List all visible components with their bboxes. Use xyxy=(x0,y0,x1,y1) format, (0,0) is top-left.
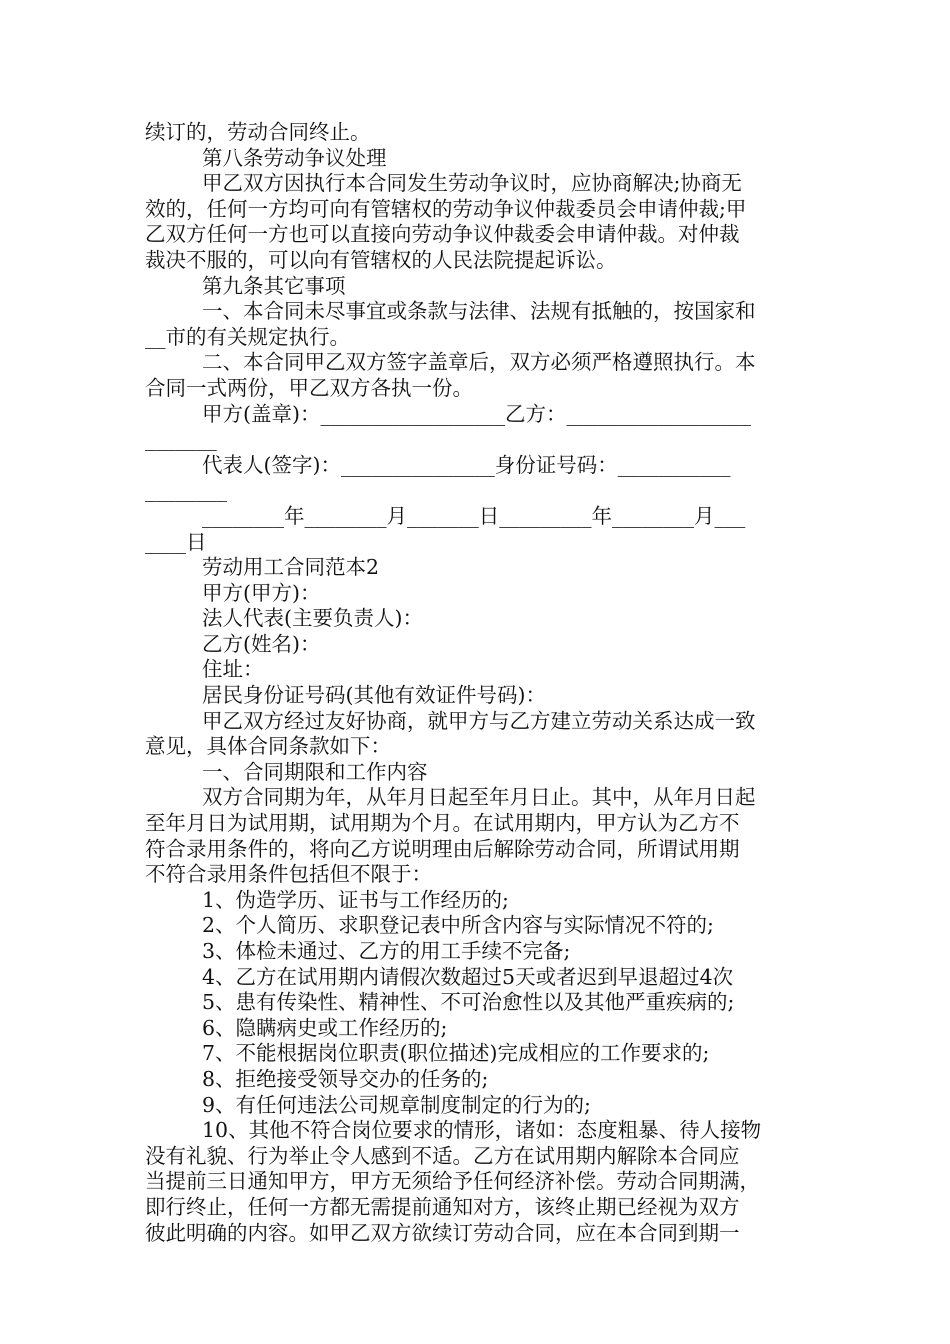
text-line: 4、乙方在试用期内请假次数超过5天或者迟到早退超过4次 xyxy=(202,964,734,989)
text-line: 代表人(签字)：_______________身份证号码：___________ xyxy=(202,452,731,477)
text-line: 甲方(甲方)： xyxy=(202,580,321,605)
text-line: 不符合录用条件包括但不限于： xyxy=(145,862,432,887)
text-line: 甲乙双方经过友好协商，就甲方与乙方建立劳动关系达成一致 xyxy=(202,708,756,733)
text-line: 二、本合同甲乙双方签字盖章后，双方必须严格遵照执行。本 xyxy=(202,350,756,375)
text-line: 甲方(盖章)：__________________乙方：__________________ xyxy=(202,401,751,426)
text-line: 住址： xyxy=(202,657,264,682)
text-line: ________年________月_______日_________年________月___ xyxy=(202,503,746,528)
text-line: ____日 xyxy=(145,529,207,554)
text-line: 7、不能根据岗位职责(职位描述)完成相应的工作要求的; xyxy=(202,1041,710,1066)
text-line: 5、患有传染性、精神性、不可治愈性以及其他严重疾病的; xyxy=(202,990,735,1015)
text-line: 第九条其它事项 xyxy=(202,273,346,298)
text-line: 彼此明确的内容。如甲乙双方欲续订劳动合同，应在本合同到期一 xyxy=(145,1220,740,1245)
text-line: 8、拒绝接受领导交办的任务的; xyxy=(202,1066,489,1091)
text-line: 甲乙双方因执行本合同发生劳动争议时，应协商解决;协商无 xyxy=(202,171,742,196)
text-line: 9、有任何违法公司规章制度制定的行为的; xyxy=(202,1092,591,1117)
text-line: 续订的，劳动合同终止。 xyxy=(145,120,371,144)
text-line: 劳动用工合同范本2 xyxy=(202,555,380,580)
text-line: 一、合同期限和工作内容 xyxy=(202,759,428,784)
text-line: 6、隐瞒病史或工作经历的; xyxy=(202,1015,448,1040)
text-line: 一、本合同未尽事宜或条款与法律、法规有抵触的，按国家和 xyxy=(202,299,756,324)
text-line: 符合录用条件的，将向乙方说明理由后解除劳动合同，所谓试用期 xyxy=(145,836,740,861)
text-line: 法人代表(主要负责人)： xyxy=(202,606,423,631)
text-line: 双方合同期为年，从年月日起至年月日止。其中，从年月日起 xyxy=(202,785,756,810)
text-line: 当提前三日通知甲方，甲方无须给予任何经济补偿。劳动合同期满， xyxy=(145,1169,760,1194)
text-line: 合同一式两份，甲乙双方各执一份。 xyxy=(145,375,473,400)
text-line: 2、个人简历、求职登记表中所含内容与实际情况不符的; xyxy=(202,913,714,938)
text-line: 效的，任何一方均可向有管辖权的劳动争议仲裁委员会申请仲裁;甲 xyxy=(145,196,747,221)
text-line: 乙双方任何一方也可以直接向劳动争议仲裁委会申请仲裁。对仲裁 xyxy=(145,222,740,247)
text-line: 乙方(姓名)： xyxy=(202,631,321,656)
text-line: 3、体检未通过、乙方的用工手续不完备; xyxy=(202,939,571,963)
contract-text-body xyxy=(145,120,825,1246)
text-line: 10、其他不符合岗位要求的情形，诸如：态度粗暴、待人接物 xyxy=(202,1118,762,1143)
text-line: 裁决不服的，可以向有管辖权的人民法院提起诉讼。 xyxy=(145,247,617,272)
text-line: 即行终止，任何一方都无需提前通知对方，该终止期已经视为双方 xyxy=(145,1194,740,1219)
text-line: 第八条劳动争议处理 xyxy=(202,145,387,170)
text-line: __市的有关规定执行。 xyxy=(145,324,350,349)
text-line: 没有礼貌、行为举止令人感到不适。乙方在试用期内解除本合同应 xyxy=(145,1143,740,1168)
text-line: 1、伪造学历、证书与工作经历的; xyxy=(202,887,509,912)
text-line: 居民身份证号码(其他有效证件号码)： xyxy=(202,683,546,708)
text-line: 意见，具体合同条款如下： xyxy=(145,734,391,759)
text-line: ________ xyxy=(145,478,227,503)
text-line: _______ xyxy=(145,427,217,452)
text-line: 至年月日为试用期，试用期为个月。在试用期内，甲方认为乙方不 xyxy=(145,811,740,836)
